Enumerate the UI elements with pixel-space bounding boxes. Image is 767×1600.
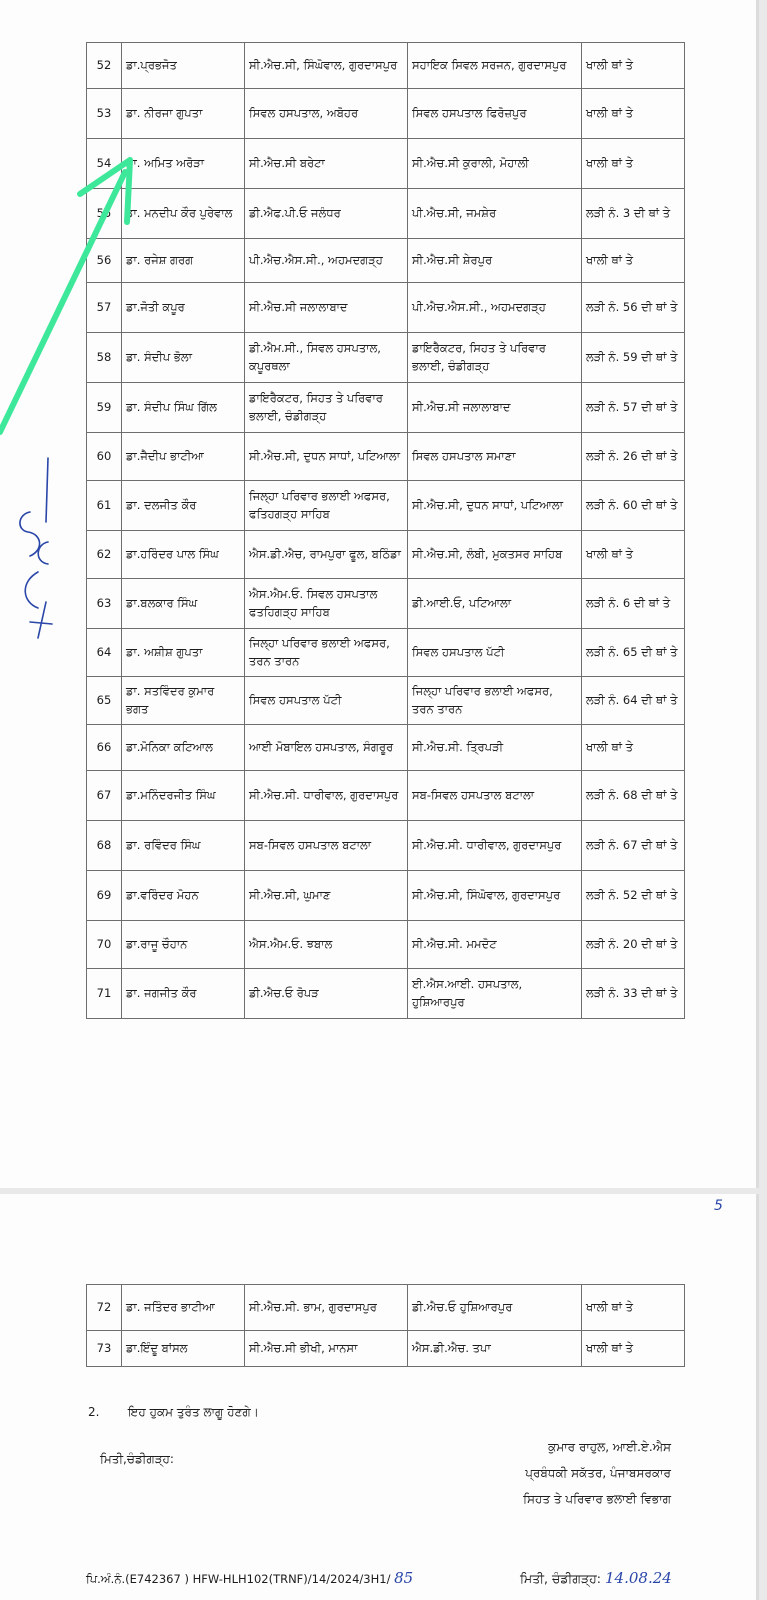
serial-number-cell: 66 (87, 725, 122, 771)
to-posting-cell: ਸਬ-ਸਿਵਲ ਹਸਪਤਾਲ ਬਟਾਲਾ (408, 771, 582, 821)
to-posting-cell: ਪੀ.ਐਚ.ਐਸ.ਸੀ., ਅਹਮਦਗੜ੍ਹ (408, 283, 582, 333)
from-posting-cell: ਸੀ.ਐਚ.ਸੀ, ਦੁਧਨ ਸਾਧਾਂ, ਪਟਿਆਲਾ (245, 433, 408, 481)
doctor-name-cell: ਡਾ.ਇੰਦੂ ਬਾਂਸਲ (122, 1331, 245, 1367)
against-post-cell: ਲੜੀ ਨੰ. 68 ਦੀ ਥਾਂ ਤੇ (582, 771, 685, 821)
from-posting-cell: ਡੀ.ਐਚ.ਓ ਰੋਪੜ (245, 969, 408, 1019)
table-row (87, 821, 685, 871)
document-page-2 (0, 1194, 759, 1600)
serial-number-cell: 55 (87, 189, 122, 239)
against-post-cell: ਲੜੀ ਨੰ. 64 ਦੀ ਥਾਂ ਤੇ (582, 677, 685, 725)
against-post-cell: ਲੜੀ ਨੰ. 26 ਦੀ ਥਾਂ ਤੇ (582, 433, 685, 481)
serial-number-cell: 52 (87, 43, 122, 89)
doctor-name-cell: ਡਾ. ਸਤਵਿੰਦਰ ਕੁਮਾਰ ਭਗਤ (122, 677, 245, 725)
doctor-name-cell: ਡਾ.ਮੋਨਿਕਾ ਕਟਿਆਲ (122, 725, 245, 771)
doctor-name-cell: ਡਾ. ਰਜੇਸ਼ ਗਰਗ (122, 239, 245, 283)
doctor-name-cell: ਡਾ. ਜਗਜੀਤ ਕੌਰ (122, 969, 245, 1019)
from-posting-cell: ਐਸ.ਡੀ.ਐਚ, ਰਾਮਪੁਰਾ ਫੂਲ, ਬਠਿੰਡਾ (245, 531, 408, 579)
table-row (87, 921, 685, 969)
against-post-cell: ਖਾਲੀ ਥਾਂ ਤੇ (582, 1285, 685, 1331)
from-posting-cell: ਜਿਲ੍ਹਾ ਪਰਿਵਾਰ ਭਲਾਈ ਅਫਸਰ, ਫਤਿਹਗੜ੍ਹ ਸਾਹਿਬ (245, 481, 408, 531)
table-row (87, 1331, 685, 1367)
serial-number-cell: 65 (87, 677, 122, 725)
handwritten-margin-initials (8, 452, 64, 652)
serial-number-cell: 73 (87, 1331, 122, 1367)
from-posting-cell: ਸੀ.ਐਚ.ਸੀ ਜਲਾਲਾਬਾਦ (245, 283, 408, 333)
doctor-name-cell: ਡਾ. ਮਨਦੀਪ ਕੌਰ ਪੁਰੇਵਾਲ (122, 189, 245, 239)
serial-number-cell: 70 (87, 921, 122, 969)
doctor-name-cell: ਡਾ. ਅਸ਼ੀਸ਼ ਗੁਪਤਾ (122, 629, 245, 677)
against-post-cell: ਖਾਲੀ ਥਾਂ ਤੇ (582, 139, 685, 189)
doctor-name-cell: ਡਾ.ਹਰਿੰਦਰ ਪਾਲ ਸਿੰਘ (122, 531, 245, 579)
from-posting-cell: ਜਿਲ੍ਹਾ ਪਰਿਵਾਰ ਭਲਾਈ ਅਫਸਰ, ਤਰਨ ਤਾਰਨ (245, 629, 408, 677)
against-post-cell: ਲੜੀ ਨੰ. 56 ਦੀ ਥਾਂ ਤੇ (582, 283, 685, 333)
against-post-cell: ਲੜੀ ਨੰ. 65 ਦੀ ਥਾਂ ਤੇ (582, 629, 685, 677)
against-post-cell: ਲੜੀ ਨੰ. 20 ਦੀ ਥਾਂ ਤੇ (582, 921, 685, 969)
table-row (87, 579, 685, 629)
to-posting-cell: ਸੀ.ਐਚ.ਸੀ, ਸਿੰਘੋਵਾਲ, ਗੁਰਦਾਸਪੁਰ (408, 871, 582, 921)
against-post-cell: ਖਾਲੀ ਥਾਂ ਤੇ (582, 1331, 685, 1367)
to-posting-cell: ਸਿਵਲ ਹਸਪਤਾਲ ਫਿਰੋਜ਼ਪੁਰ (408, 89, 582, 139)
doctor-name-cell: ਡਾ. ਜਤਿੰਦਰ ਭਾਟੀਆ (122, 1285, 245, 1331)
doctor-name-cell: ਡਾ.ਰਾਜੂ ਚੌਹਾਨ (122, 921, 245, 969)
from-posting-cell: ਸੀ.ਐਚ.ਸੀ. ਭਾਮ, ਗੁਰਦਾਸਪੁਰ (245, 1285, 408, 1331)
doctor-name-cell: ਡਾ.ਪ੍ਰਭਜੋਤ (122, 43, 245, 89)
against-post-cell: ਲੜੀ ਨੰ. 33 ਦੀ ਥਾਂ ਤੇ (582, 969, 685, 1019)
endorsement-date (520, 1569, 672, 1587)
from-posting-cell: ਸੀ.ਐਚ.ਸੀ, ਘੁਮਾਣ (245, 871, 408, 921)
against-post-cell: ਲੜੀ ਨੰ. 3 ਦੀ ਥਾਂ ਤੇ (582, 189, 685, 239)
against-post-cell: ਲੜੀ ਨੰ. 60 ਦੀ ਥਾਂ ਤੇ (582, 481, 685, 531)
page-edge (756, 1194, 759, 1600)
serial-number-cell: 64 (87, 629, 122, 677)
to-posting-cell: ਜਿਲ੍ਹਾ ਪਰਿਵਾਰ ਭਲਾਈ ਅਫਸਰ, ਤਰਨ ਤਾਰਨ (408, 677, 582, 725)
doctor-name-cell: ਡਾ.ਜੋਤੀ ਕਪੂਰ (122, 283, 245, 333)
doctor-name-cell: ਡਾ. ਨੀਰਜਾ ਗੁਪਤਾ (122, 89, 245, 139)
to-posting-cell: ਸਿਵਲ ਹਸਪਤਾਲ ਸਮਾਣਾ (408, 433, 582, 481)
from-posting-cell: ਐਸ.ਐਮ.ਓ. ਸਿਵਲ ਹਸਪਤਾਲ ਫਤਹਿਗੜ੍ਹ ਸਾਹਿਬ (245, 579, 408, 629)
against-post-cell: ਲੜੀ ਨੰ. 57 ਦੀ ਥਾਂ ਤੇ (582, 383, 685, 433)
serial-number-cell: 63 (87, 579, 122, 629)
to-posting-cell: ਸੀ.ਐਚ.ਸੀ. ਤ੍ਰਿਪੜੀ (408, 725, 582, 771)
serial-number-cell: 69 (87, 871, 122, 921)
from-posting-cell: ਸੀ.ਐਚ.ਸੀ ਭੀਖੀ, ਮਾਨਸਾ (245, 1331, 408, 1367)
serial-number-cell: 68 (87, 821, 122, 871)
from-posting-cell: ਸੀ.ਐਚ.ਸੀ. ਧਾਰੀਵਾਲ, ਗੁਰਦਾਸਪੁਰ (245, 771, 408, 821)
handwritten-dispatch-number: 85 (394, 1569, 414, 1587)
table-row (87, 771, 685, 821)
against-post-cell: ਖਾਲੀ ਥਾਂ ਤੇ (582, 239, 685, 283)
doctor-name-cell: ਡਾ. ਸੰਦੀਪ ਸਿੰਘ ਗਿੱਲ (122, 383, 245, 433)
from-posting-cell: ਆਈ ਮੋਬਾਇਲ ਹਸਪਤਾਲ, ਸੰਗਰੂਰ (245, 725, 408, 771)
date-place-label: ਮਿਤੀ,ਚੰਡੀਗੜ੍ਹ: (100, 1452, 174, 1466)
serial-number-cell: 61 (87, 481, 122, 531)
to-posting-cell: ਸਹਾਇਕ ਸਿਵਲ ਸਰਜਨ, ਗੁਰਦਾਸਪੁਰ (408, 43, 582, 89)
from-posting-cell: ਡੀ.ਐਮ.ਸੀ., ਸਿਵਲ ਹਸਪਤਾਲ, ਕਪੂਰਥਲਾ (245, 333, 408, 383)
serial-number-cell: 57 (87, 283, 122, 333)
doctor-name-cell: ਡਾ.ਜੈਦੀਪ ਭਾਟੀਆ (122, 433, 245, 481)
to-posting-cell: ਸੀ.ਐਚ.ਸੀ, ਲੰਬੀ, ਮੁਕਤਸਰ ਸਾਹਿਬ (408, 531, 582, 579)
endorsement-reference (86, 1569, 413, 1587)
serial-number-cell: 59 (87, 383, 122, 433)
to-posting-cell: ਸੀ.ਐਚ.ਸੀ ਸ਼ੇਰਪੁਰ (408, 239, 582, 283)
to-posting-cell: ਪੀ.ਐਚ.ਸੀ, ਜਮਸ਼ੇਰ (408, 189, 582, 239)
order-paragraph (88, 1405, 259, 1420)
to-posting-cell: ਡੀ.ਐਚ.ਓ ਹੁਸ਼ਿਆਰਪੁਰ (408, 1285, 582, 1331)
serial-number-cell: 56 (87, 239, 122, 283)
endorsement-number: ਪਿ.ਅੰ.ਨੰ.(E742367 ) HFW-HLH102(TRNF)/14/2024/3H1/ (86, 1572, 391, 1586)
against-post-cell: ਖਾਲੀ ਥਾਂ ਤੇ (582, 43, 685, 89)
arrow-shaft (0, 172, 125, 432)
signatory-designation: ਪ੍ਰਬੰਧਕੀ ਸਕੱਤਰ, ਪੰਜਾਬਸਰਕਾਰ (525, 1466, 671, 1480)
against-post-cell: ਲੜੀ ਨੰ. 6 ਦੀ ਥਾਂ ਤੇ (582, 579, 685, 629)
against-post-cell: ਖਾਲੀ ਥਾਂ ਤੇ (582, 531, 685, 579)
handwritten-page-mark: 5 (714, 1198, 723, 1214)
table-row (87, 1285, 685, 1331)
from-posting-cell: ਸਿਵਲ ਹਸਪਤਾਲ ਪੱਟੀ (245, 677, 408, 725)
doctor-name-cell: ਡਾ.ਮਨਿੰਦਰਜੀਤ ਸਿੰਘ (122, 771, 245, 821)
to-posting-cell: ਸੀ.ਐਚ.ਸੀ ਜਲਾਲਾਬਾਦ (408, 383, 582, 433)
table-row (87, 481, 685, 531)
signatory-department: ਸਿਹਤ ਤੇ ਪਰਿਵਾਰ ਭਲਾਈ ਵਿਭਾਗ (523, 1492, 671, 1506)
paragraph-text: ਇਹ ਹੁਕਮ ਤੁਰੰਤ ਲਾਗੂ ਹੋਣਗੇ। (128, 1405, 259, 1419)
handwritten-date: 14.08.24 (605, 1569, 672, 1587)
transfer-table-bottom (86, 1284, 685, 1367)
doctor-name-cell: ਡਾ. ਰਵਿੰਦਰ ਸਿੰਘ (122, 821, 245, 871)
to-posting-cell: ਡੀ.ਆਈ.ਓ, ਪਟਿਆਲਾ (408, 579, 582, 629)
serial-number-cell: 60 (87, 433, 122, 481)
to-posting-cell: ਸੀ.ਐਚ.ਸੀ ਕੁਰਾਲੀ, ਮੋਹਾਲੀ (408, 139, 582, 189)
from-posting-cell: ਪੀ.ਐਚ.ਐਸ.ਸੀ., ਅਹਮਦਗੜ੍ਹ (245, 239, 408, 283)
table-row (87, 969, 685, 1019)
against-post-cell: ਲੜੀ ਨੰ. 52 ਦੀ ਥਾਂ ਤੇ (582, 871, 685, 921)
to-posting-cell: ਸੀ.ਐਚ.ਸੀ. ਧਾਰੀਵਾਲ, ਗੁਰਦਾਸਪੁਰ (408, 821, 582, 871)
table-row (87, 531, 685, 579)
serial-number-cell: 72 (87, 1285, 122, 1331)
doctor-name-cell: ਡਾ.ਵਰਿੰਦਰ ਮੋਹਨ (122, 871, 245, 921)
to-posting-cell: ਸਿਵਲ ਹਸਪਤਾਲ ਪੱਟੀ (408, 629, 582, 677)
table-row (87, 871, 685, 921)
serial-number-cell: 53 (87, 89, 122, 139)
doctor-name-cell: ਡਾ. ਅਮਿਤ ਅਰੋੜਾ (122, 139, 245, 189)
against-post-cell: ਖਾਲੀ ਥਾਂ ਤੇ (582, 89, 685, 139)
from-posting-cell: ਸੀ.ਐਚ.ਸੀ, ਸਿੰਘੋਵਾਲ, ਗੁਰਦਾਸਪੁਰ (245, 43, 408, 89)
to-posting-cell: ਐਸ.ਡੀ.ਐਚ. ਤਪਾ (408, 1331, 582, 1367)
to-posting-cell: ਈ.ਐਸ.ਆਈ. ਹਸਪਤਾਲ, ਹੁਸ਼ਿਆਰਪੁਰ (408, 969, 582, 1019)
from-posting-cell: ਸੀ.ਐਚ.ਸੀ ਬਰੇਟਾ (245, 139, 408, 189)
doctor-name-cell: ਡਾ. ਸੰਦੀਪ ਭੋਲਾ (122, 333, 245, 383)
table-row (87, 725, 685, 771)
serial-number-cell: 54 (87, 139, 122, 189)
against-post-cell: ਖਾਲੀ ਥਾਂ ਤੇ (582, 725, 685, 771)
serial-number-cell: 58 (87, 333, 122, 383)
from-posting-cell: ਡੀ.ਐਫ.ਪੀ.ਓ ਜਲੰਧਰ (245, 189, 408, 239)
doctor-name-cell: ਡਾ. ਦਲਜੀਤ ਕੌਰ (122, 481, 245, 531)
serial-number-cell: 62 (87, 531, 122, 579)
annotation-arrow (0, 0, 200, 460)
signatory-name: ਕੁਮਾਰ ਰਾਹੁਲ, ਆਈ.ਏ.ਐਸ (548, 1440, 671, 1454)
page-edge (756, 0, 759, 1188)
from-posting-cell: ਡਾਇਰੈਕਟਰ, ਸਿਹਤ ਤੇ ਪਰਿਵਾਰ ਭਲਾਈ, ਚੰਡੀਗੜ੍ਹ (245, 383, 408, 433)
to-posting-cell: ਸੀ.ਐਚ.ਸੀ, ਦੁਧਨ ਸਾਧਾਂ, ਪਟਿਆਲਾ (408, 481, 582, 531)
against-post-cell: ਲੜੀ ਨੰ. 67 ਦੀ ਥਾਂ ਤੇ (582, 821, 685, 871)
from-posting-cell: ਸਬ-ਸਿਵਲ ਹਸਪਤਾਲ ਬਟਾਲਾ (245, 821, 408, 871)
serial-number-cell: 67 (87, 771, 122, 821)
to-posting-cell: ਡਾਇਰੈਕਟਰ, ਸਿਹਤ ਤੇ ਪਰਿਵਾਰ ਭਲਾਈ, ਚੰਡੀਗੜ੍ਹ (408, 333, 582, 383)
table-row (87, 677, 685, 725)
table-row (87, 629, 685, 677)
endorsement-date-label: ਮਿਤੀ, ਚੰਡੀਗੜ੍ਹ: (520, 1571, 602, 1586)
to-posting-cell: ਸੀ.ਐਚ.ਸੀ. ਮਮਦੋਟ (408, 921, 582, 969)
serial-number-cell: 71 (87, 969, 122, 1019)
paragraph-number: 2. (88, 1405, 100, 1419)
from-posting-cell: ਸਿਵਲ ਹਸਪਤਾਲ, ਅਬੋਹਰ (245, 89, 408, 139)
doctor-name-cell: ਡਾ.ਬਲਕਾਰ ਸਿੰਘ (122, 579, 245, 629)
against-post-cell: ਲੜੀ ਨੰ. 59 ਦੀ ਥਾਂ ਤੇ (582, 333, 685, 383)
from-posting-cell: ਐਸ.ਐਮ.ਓ. ਝਬਾਲ (245, 921, 408, 969)
